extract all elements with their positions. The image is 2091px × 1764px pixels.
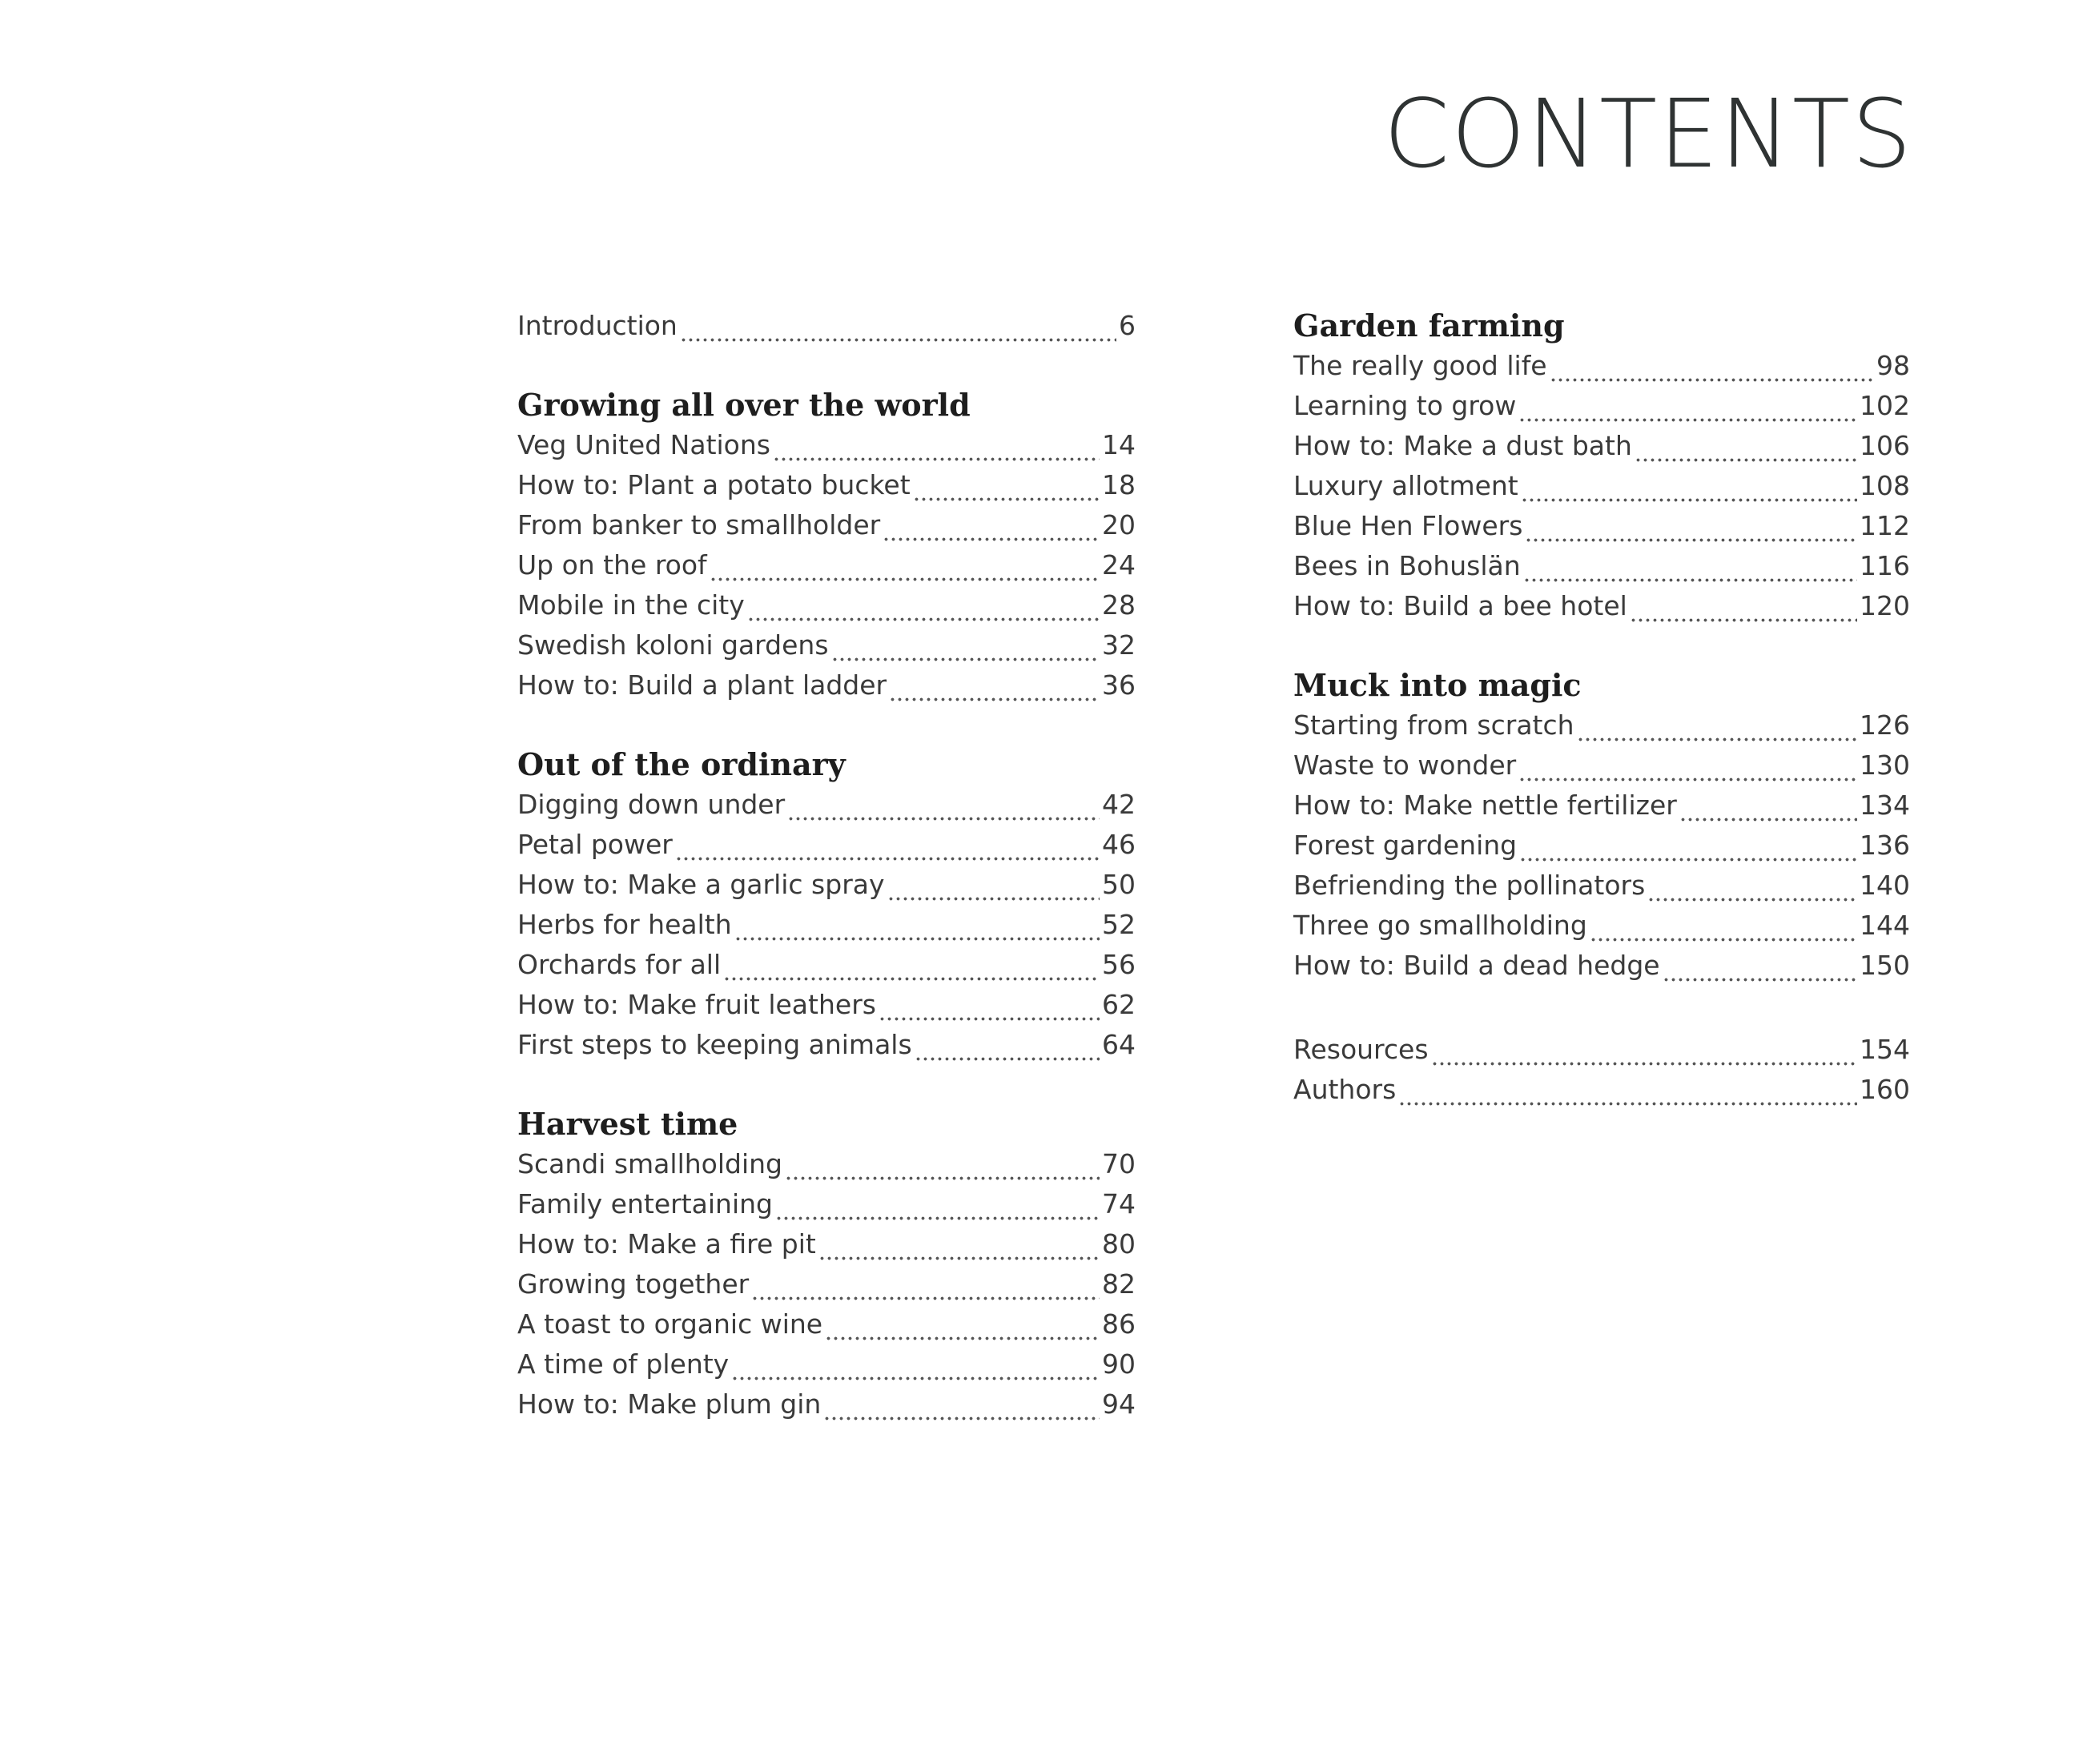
dot-leader xyxy=(915,1025,1100,1065)
section-untitled xyxy=(517,306,1136,346)
entry-title: How to: Make a fire pit xyxy=(517,1228,816,1260)
toc-entry xyxy=(1293,705,1910,745)
entry-title: Up on the roof xyxy=(517,549,707,581)
toc-entry xyxy=(1293,786,1910,826)
entry-page-number: 46 xyxy=(1102,829,1136,860)
entry-title: Bees in Bohuslän xyxy=(1293,550,1521,581)
entry-title: Three go smallholding xyxy=(1293,910,1587,941)
entry-page-number: 106 xyxy=(1860,430,1910,461)
dot-leader xyxy=(734,905,1100,945)
dot-leader xyxy=(1635,426,1857,466)
entry-title: How to: Make a dust bath xyxy=(1293,430,1632,461)
dot-leader xyxy=(1431,1030,1857,1070)
toc-entry xyxy=(517,825,1136,865)
entry-page-number: 28 xyxy=(1102,589,1136,621)
page-title: CONTENTS xyxy=(1383,78,1913,189)
entry-title: Befriending the pollinators xyxy=(1293,870,1646,901)
section-untitled xyxy=(1293,1030,1910,1110)
toc-entry xyxy=(1293,586,1910,626)
entry-title: A time of plenty xyxy=(517,1348,730,1380)
toc-entry xyxy=(1293,426,1910,466)
entry-page-number: 112 xyxy=(1860,510,1910,541)
entry-title: Blue Hen Flowers xyxy=(1293,510,1523,541)
toc-entry xyxy=(517,465,1136,505)
entry-page-number: 56 xyxy=(1102,949,1136,980)
dot-leader xyxy=(1647,866,1857,906)
dot-leader xyxy=(913,465,1100,505)
toc-entry xyxy=(517,905,1136,945)
contents-left-column xyxy=(517,306,1136,1424)
entry-page-number: 108 xyxy=(1860,470,1910,501)
toc-entry xyxy=(517,306,1136,346)
entry-title: Family entertaining xyxy=(517,1188,773,1220)
toc-entry xyxy=(517,545,1136,585)
entry-page-number: 6 xyxy=(1119,310,1136,341)
toc-entry xyxy=(517,425,1136,465)
entry-page-number: 32 xyxy=(1102,629,1136,661)
dot-leader xyxy=(1525,506,1857,546)
dot-leader xyxy=(1521,466,1857,506)
entry-page-number: 120 xyxy=(1860,590,1910,621)
entry-page-number: 20 xyxy=(1102,509,1136,540)
toc-entry xyxy=(517,585,1136,625)
dot-leader xyxy=(751,1264,1100,1304)
section-out-of-the-ordinary xyxy=(517,745,1136,1065)
entry-page-number: 140 xyxy=(1860,870,1910,901)
toc-entry xyxy=(517,1184,1136,1224)
entry-title: Introduction xyxy=(517,310,678,341)
entry-title: Herbs for health xyxy=(517,909,732,940)
section-heading: Growing all over the world xyxy=(517,387,971,423)
entry-title: How to: Make plum gin xyxy=(517,1388,822,1420)
section-heading: Muck into magic xyxy=(1293,667,1582,703)
entry-title: Petal power xyxy=(517,829,673,860)
dot-leader xyxy=(1518,386,1857,426)
toc-entry xyxy=(1293,906,1910,946)
entry-page-number: 52 xyxy=(1102,909,1136,940)
dot-leader xyxy=(1523,546,1857,586)
dot-leader xyxy=(675,825,1100,865)
entry-title: Authors xyxy=(1293,1074,1397,1105)
section-harvest-time xyxy=(517,1104,1136,1424)
section-garden-farming xyxy=(1293,306,1910,626)
toc-entry xyxy=(1293,826,1910,866)
entry-page-number: 24 xyxy=(1102,549,1136,581)
dot-leader xyxy=(879,985,1100,1025)
entry-title: Scandi smallholding xyxy=(517,1148,782,1179)
entry-page-number: 18 xyxy=(1102,469,1136,500)
entry-page-number: 42 xyxy=(1102,789,1136,820)
entry-title: The really good life xyxy=(1293,350,1547,381)
toc-entry xyxy=(1293,1070,1910,1110)
entry-title: A toast to organic wine xyxy=(517,1308,823,1340)
entry-title: Waste to wonder xyxy=(1293,749,1517,781)
toc-entry xyxy=(517,1344,1136,1384)
toc-entry xyxy=(1293,466,1910,506)
entry-title: First steps to keeping animals xyxy=(517,1029,912,1060)
contents-right-column xyxy=(1293,306,1910,1110)
entry-title: Learning to grow xyxy=(1293,390,1517,421)
entry-title: Forest gardening xyxy=(1293,830,1518,861)
entry-title: Luxury allotment xyxy=(1293,470,1518,501)
entry-page-number: 90 xyxy=(1102,1348,1136,1380)
dot-leader xyxy=(1398,1070,1857,1110)
entry-page-number: 126 xyxy=(1860,709,1910,741)
dot-leader xyxy=(1518,745,1857,786)
dot-leader xyxy=(1630,586,1857,626)
entry-page-number: 134 xyxy=(1860,790,1910,821)
dot-leader xyxy=(1550,346,1874,386)
toc-entry xyxy=(517,985,1136,1025)
dot-leader xyxy=(747,585,1100,625)
entry-page-number: 62 xyxy=(1102,989,1136,1020)
entry-title: From banker to smallholder xyxy=(517,509,881,540)
entry-page-number: 36 xyxy=(1102,669,1136,701)
entry-title: Digging down under xyxy=(517,789,786,820)
entry-title: How to: Build a bee hotel xyxy=(1293,590,1627,621)
entry-title: How to: Make fruit leathers xyxy=(517,989,876,1020)
dot-leader xyxy=(1679,786,1857,826)
entry-title: Starting from scratch xyxy=(1293,709,1574,741)
toc-entry xyxy=(517,1025,1136,1065)
toc-entry xyxy=(1293,1030,1910,1070)
toc-entry xyxy=(517,1304,1136,1344)
dot-leader xyxy=(831,625,1100,665)
toc-entry xyxy=(517,625,1136,665)
entry-page-number: 70 xyxy=(1102,1148,1136,1179)
dot-leader xyxy=(785,1144,1100,1184)
entry-page-number: 74 xyxy=(1102,1188,1136,1220)
entry-title: How to: Make nettle fertilizer xyxy=(1293,790,1677,821)
dot-leader xyxy=(825,1304,1100,1344)
entry-page-number: 154 xyxy=(1860,1034,1910,1065)
entry-title: Veg United Nations xyxy=(517,429,770,460)
toc-entry xyxy=(1293,346,1910,386)
entry-page-number: 50 xyxy=(1102,869,1136,900)
dot-leader xyxy=(773,425,1100,465)
toc-entry xyxy=(1293,386,1910,426)
dot-leader xyxy=(823,1384,1100,1424)
dot-leader xyxy=(775,1184,1100,1224)
entry-page-number: 98 xyxy=(1876,350,1910,381)
dot-leader xyxy=(723,945,1100,985)
entry-title: Mobile in the city xyxy=(517,589,745,621)
section-heading: Out of the ordinary xyxy=(517,746,846,782)
section-growing-all-over-the-world xyxy=(517,385,1136,705)
section-muck-into-magic xyxy=(1293,665,1910,986)
entry-title: How to: Build a dead hedge xyxy=(1293,950,1660,981)
toc-entry xyxy=(517,865,1136,905)
section-heading: Harvest time xyxy=(517,1106,738,1142)
entry-title: Orchards for all xyxy=(517,949,722,980)
entry-page-number: 136 xyxy=(1860,830,1910,861)
entry-page-number: 160 xyxy=(1860,1074,1910,1105)
entry-title: How to: Build a plant ladder xyxy=(517,669,887,701)
entry-title: How to: Plant a potato bucket xyxy=(517,469,911,500)
entry-page-number: 130 xyxy=(1860,749,1910,781)
dot-leader xyxy=(1519,826,1857,866)
dot-leader xyxy=(818,1224,1100,1264)
entry-page-number: 64 xyxy=(1102,1029,1136,1060)
toc-entry xyxy=(517,505,1136,545)
entry-page-number: 94 xyxy=(1102,1388,1136,1420)
toc-entry xyxy=(517,785,1136,825)
dot-leader xyxy=(1663,946,1857,986)
toc-entry xyxy=(1293,546,1910,586)
toc-entry xyxy=(517,1224,1136,1264)
dot-leader xyxy=(889,665,1100,705)
toc-entry xyxy=(517,945,1136,985)
entry-page-number: 102 xyxy=(1860,390,1910,421)
entry-page-number: 80 xyxy=(1102,1228,1136,1260)
dot-leader xyxy=(1577,705,1857,745)
toc-entry xyxy=(1293,946,1910,986)
entry-page-number: 144 xyxy=(1860,910,1910,941)
dot-leader xyxy=(680,306,1116,346)
toc-entry xyxy=(1293,745,1910,786)
dot-leader xyxy=(887,865,1100,905)
dot-leader xyxy=(710,545,1100,585)
toc-entry xyxy=(1293,866,1910,906)
dot-leader xyxy=(787,785,1100,825)
toc-entry xyxy=(517,665,1136,705)
toc-entry xyxy=(1293,506,1910,546)
dot-leader xyxy=(883,505,1100,545)
entry-title: Growing together xyxy=(517,1268,750,1300)
entry-page-number: 116 xyxy=(1860,550,1910,581)
entry-page-number: 86 xyxy=(1102,1308,1136,1340)
toc-entry xyxy=(517,1264,1136,1304)
entry-title: Swedish koloni gardens xyxy=(517,629,829,661)
toc-entry xyxy=(517,1384,1136,1424)
entry-title: Resources xyxy=(1293,1034,1429,1065)
dot-leader xyxy=(731,1344,1100,1384)
entry-title: How to: Make a garlic spray xyxy=(517,869,885,900)
entry-page-number: 150 xyxy=(1860,950,1910,981)
entry-page-number: 82 xyxy=(1102,1268,1136,1300)
dot-leader xyxy=(1590,906,1857,946)
entry-page-number: 14 xyxy=(1102,429,1136,460)
section-heading: Garden farming xyxy=(1293,307,1565,344)
toc-entry xyxy=(517,1144,1136,1184)
